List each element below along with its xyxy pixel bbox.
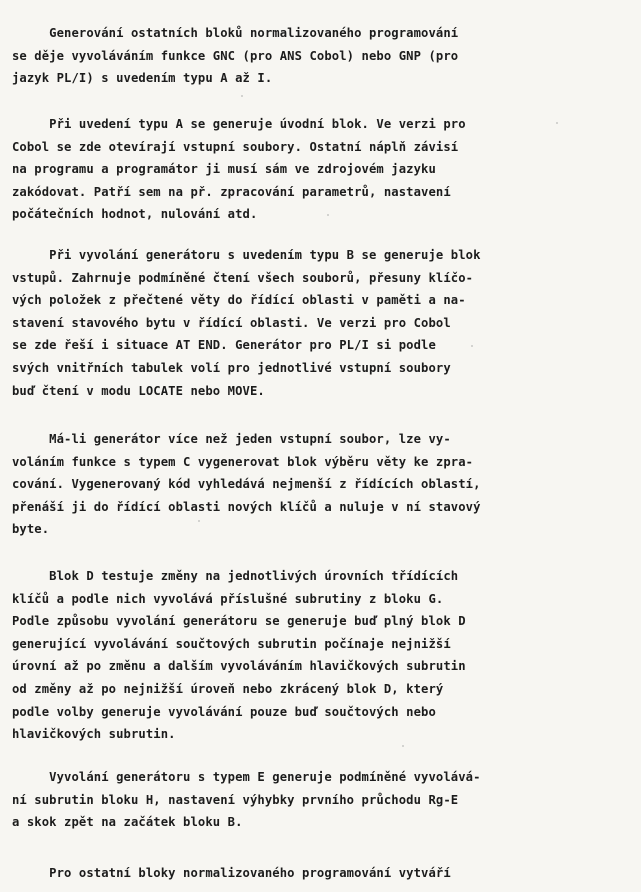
text-line: podle volby generuje vyvolávání pouze buď součtových nebo (12, 704, 436, 719)
scan-speck (556, 122, 558, 124)
text-line: počátečních hodnot, nulování atd. (12, 207, 258, 222)
text-line: Vyvolání generátoru s typem E generuje podmíněné vyvolává- (12, 770, 481, 784)
scan-speck (198, 520, 200, 522)
paragraph-7 (12, 862, 634, 885)
paragraph-3 (12, 244, 634, 402)
text-line: klíčů a podle nich vyvolává příslušné subrutiny z bloku G. (12, 591, 444, 606)
paragraph-5 (12, 565, 634, 746)
text-line: vstupů. Zahrnuje podmíněné čtení všech souborů, přesuny klíčo- (12, 270, 474, 285)
text-line: buď čtení v modu LOCATE nebo MOVE. (12, 383, 265, 398)
text-line: Generování ostatních bloků normalizovaného programování (12, 26, 459, 40)
text-line: Má-li generátor více než jeden vstupní soubor, lze vy- (12, 432, 451, 446)
text-line: ní subrutin bloku H, nastavení výhybky prvního průchodu Rg-E (12, 792, 459, 807)
scan-speck (241, 95, 243, 97)
text-line: Podle způsobu vyvolání generátoru se generuje buď plný blok D (12, 614, 466, 629)
text-line: Pro ostatní bloky normalizovaného programování vytváří (12, 866, 451, 880)
text-line: Cobol se zde otevírají vstupní soubory. Ostatní náplň závisí (12, 139, 459, 154)
text-line: cování. Vygenerovaný kód vyhledává nejmenší z řídících oblastí, (12, 477, 481, 492)
text-line: byte. (12, 522, 50, 537)
text-line: Při vyvolání generátoru s uvedením typu B se generuje blok (12, 248, 481, 262)
text-line: voláním funkce s typem C vygenerovat blok výběru věty ke zpra- (12, 454, 474, 469)
text-line: jazyk PL/I) s uvedením typu A až I. (12, 71, 273, 86)
text-line: přenáší ji do řídící oblasti nových klíčů a nuluje v ní stavový (12, 499, 481, 514)
paragraph-4 (12, 428, 634, 541)
paragraph-2 (12, 113, 634, 226)
text-line: Blok D testuje změny na jednotlivých úrovních třídících (12, 569, 459, 583)
text-line: a skok zpět na začátek bloku B. (12, 815, 243, 830)
text-line: od změny až po nejnižší úroveň nebo zkrácený blok D, který (12, 681, 444, 696)
text-line: na programu a programátor ji musí sám ve zdrojovém jazyku (12, 162, 436, 177)
text-line: hlavičkových subrutin. (12, 727, 176, 742)
text-line: generující vyvolávání součtových subrutin počínaje nejnižší (12, 636, 451, 651)
text-line: úrovní až po změnu a dalším vyvoláváním hlavičkových subrutin (12, 659, 466, 674)
scan-speck (471, 345, 473, 347)
text-line: zakódovat. Patří sem na př. zpracování parametrů, nastavení (12, 184, 451, 199)
scan-speck (402, 745, 404, 747)
text-line: vých položek z přečtené věty do řídící oblasti v paměti a na- (12, 293, 466, 308)
text-line: Při uvedení typu A se generuje úvodní blok. Ve verzi pro (12, 117, 466, 131)
text-line: se zde řeší i situace AT END. Generátor pro PL/I si podle (12, 338, 436, 353)
paragraph-1 (12, 22, 634, 90)
scan-speck (327, 214, 329, 216)
text-line: se děje vyvoláváním funkce GNC (pro ANS Cobol) nebo GNP (pro (12, 48, 459, 63)
text-line: stavení stavového bytu v řídící oblasti. Ve verzi pro Cobol (12, 315, 451, 330)
text-line: svých vnitřních tabulek volí pro jednotlivé vstupní soubory (12, 360, 451, 375)
paragraph-6 (12, 766, 634, 834)
